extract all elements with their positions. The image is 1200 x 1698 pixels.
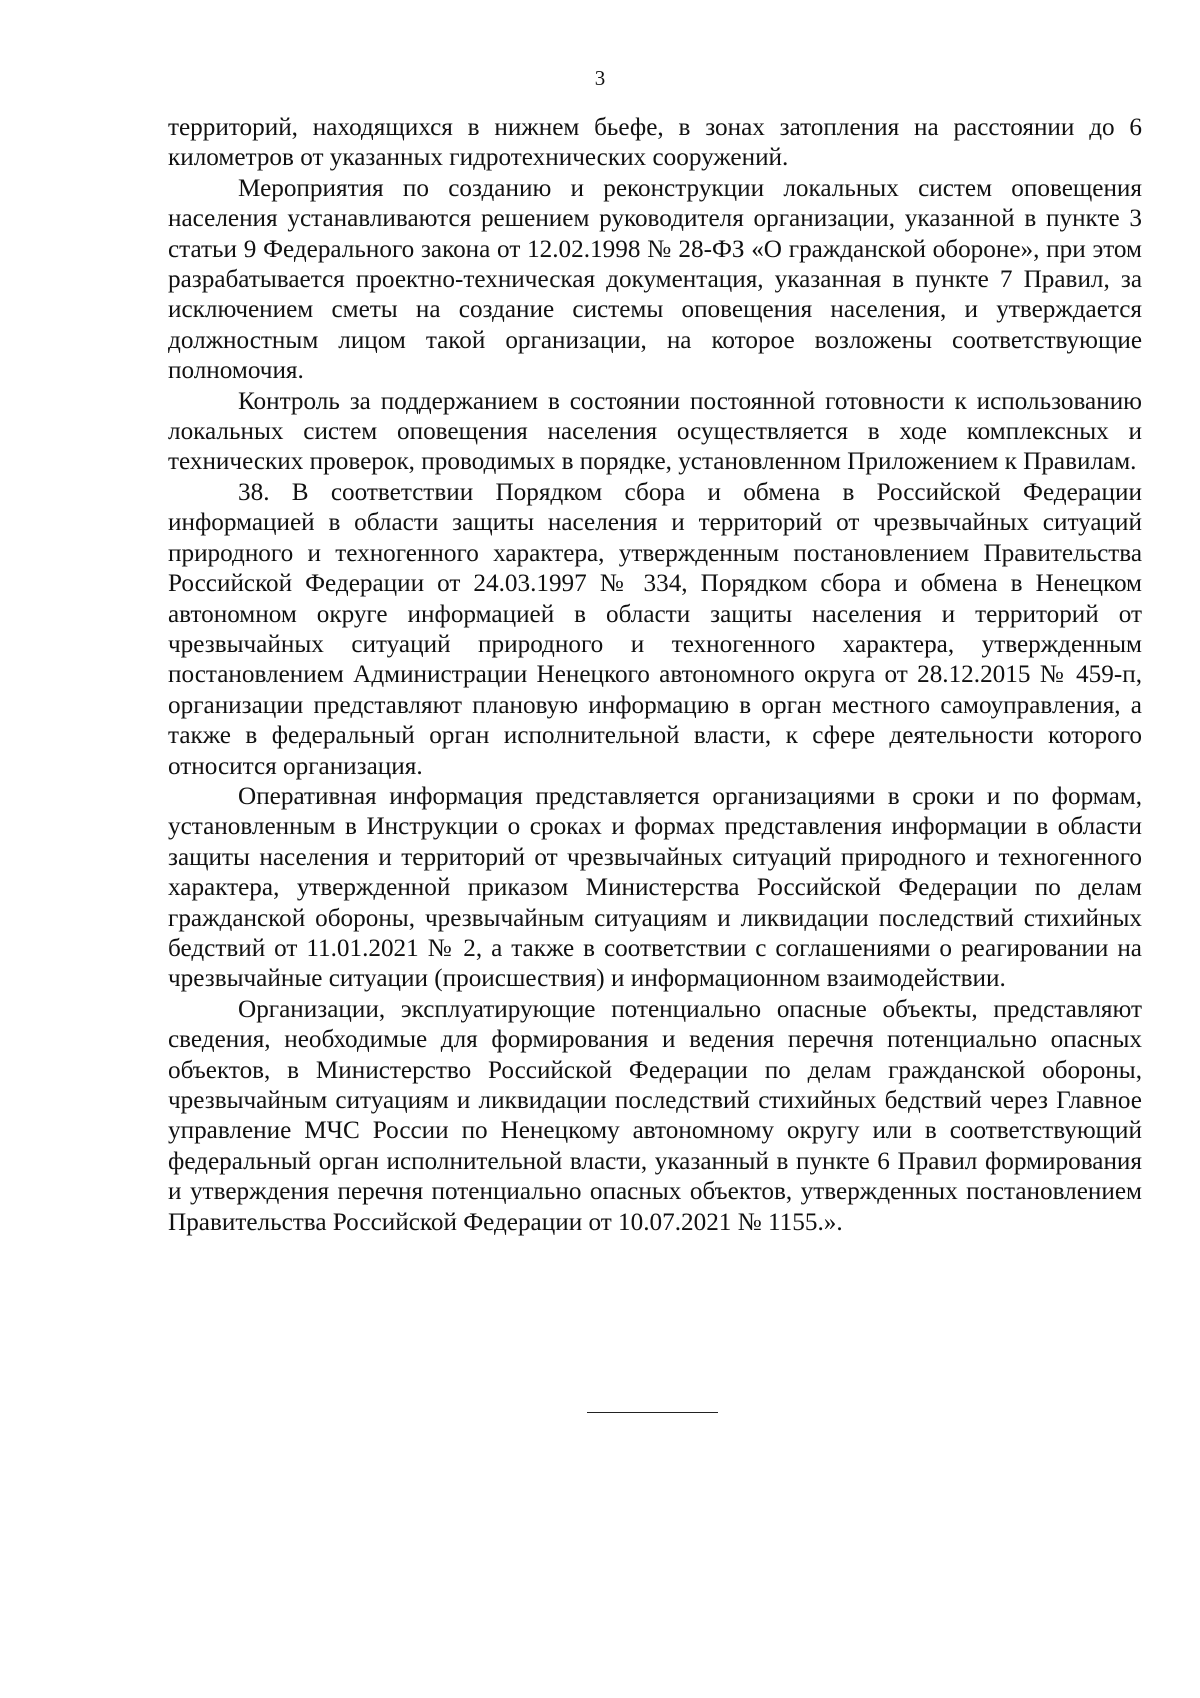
paragraph-readiness-control: Контроль за поддержанием в состоянии постоянной готовности к использованию локальных систем оповещения населения осуществляется в ходе комплексных и технических проверок, проводимых в порядке, установленном Приложением к Правилам. — [168, 387, 1142, 476]
paragraph-operational-information: Оперативная информация представляется организациями в сроки и по формам, установленным в Инструкции о сроках и формах представления информации в области защиты населения и территорий от чрезвычайных ситуаций природного и техногенного характера, утвержденной приказом Министерства Российской Федерации по делам гражданской обороны, чрезвычайным ситуациям и ликвидации последствий стихийных бедствий от 11.01.2021 № 2, а также в соответствии с соглашениями о реагировании на чрезвычайные ситуации (происшествия) и информационном взаимодействии. — [168, 782, 1142, 993]
paragraph-hazardous-facilities: Организации, эксплуатирующие потенциально опасные объекты, представляют сведения, необходимые для формирования и ведения перечня потенциально опасных объектов, в Министерство Российской Федерации по делам гражданской обороны, чрезвычайным ситуациям и ликвидации последствий стихийных бедствий через Главное управление МЧС России по Ненецкому автономному округу или в соответствующий федеральный орган исполнительной власти, указанный в пункте 6 Правил формирования и утверждения перечня потенциально опасных объектов, утвержденных постановлением Правительства Российской Федерации от 10.07.2021 № 1155.». — [168, 995, 1142, 1236]
paragraph-item-38: 38. В соответствии Порядком сбора и обмена в Российской Федерации информацией в области защиты населения и территорий от чрезвычайных ситуаций природного и техногенного характера, утвержденным постановлением Правительства Российской Федерации от 24.03.1997 № 334, Порядком сбора и обмена в Ненецком автономном округе информацией в области защиты населения и территорий от чрезвычайных ситуаций природного и техногенного характера, утвержденным постановлением Администрации Ненецкого автономного округа от 28.12.2015 № 459-п, организации представляют плановую информацию в орган местного самоуправления, а также в федеральный орган исполнительной власти, к сфере деятельности которого относится организация. — [168, 478, 1142, 780]
end-of-text-rule — [587, 1412, 718, 1413]
paragraph-local-warning-systems: Мероприятия по созданию и реконструкции локальных систем оповещения населения устанавливаются решением руководителя организации, указанной в пункте 3 статьи 9 Федерального закона от 12.02.1998 № 28-ФЗ «О гражданской обороне», при этом разрабатывается проектно-техническая документация, указанная в пункте 7 Правил, за исключением сметы на создание системы оповещения населения, и утверждается должностным лицом такой организации, на которое возложены соответствующие полномочия. — [168, 174, 1142, 385]
page-number: 3 — [594, 66, 606, 90]
paragraph-continuation: территорий, находящихся в нижнем бьефе, в зонах затопления на расстоянии до 6 километров от указанных гидротехнических сооружений. — [168, 114, 1142, 172]
document-body — [168, 113, 1142, 1238]
